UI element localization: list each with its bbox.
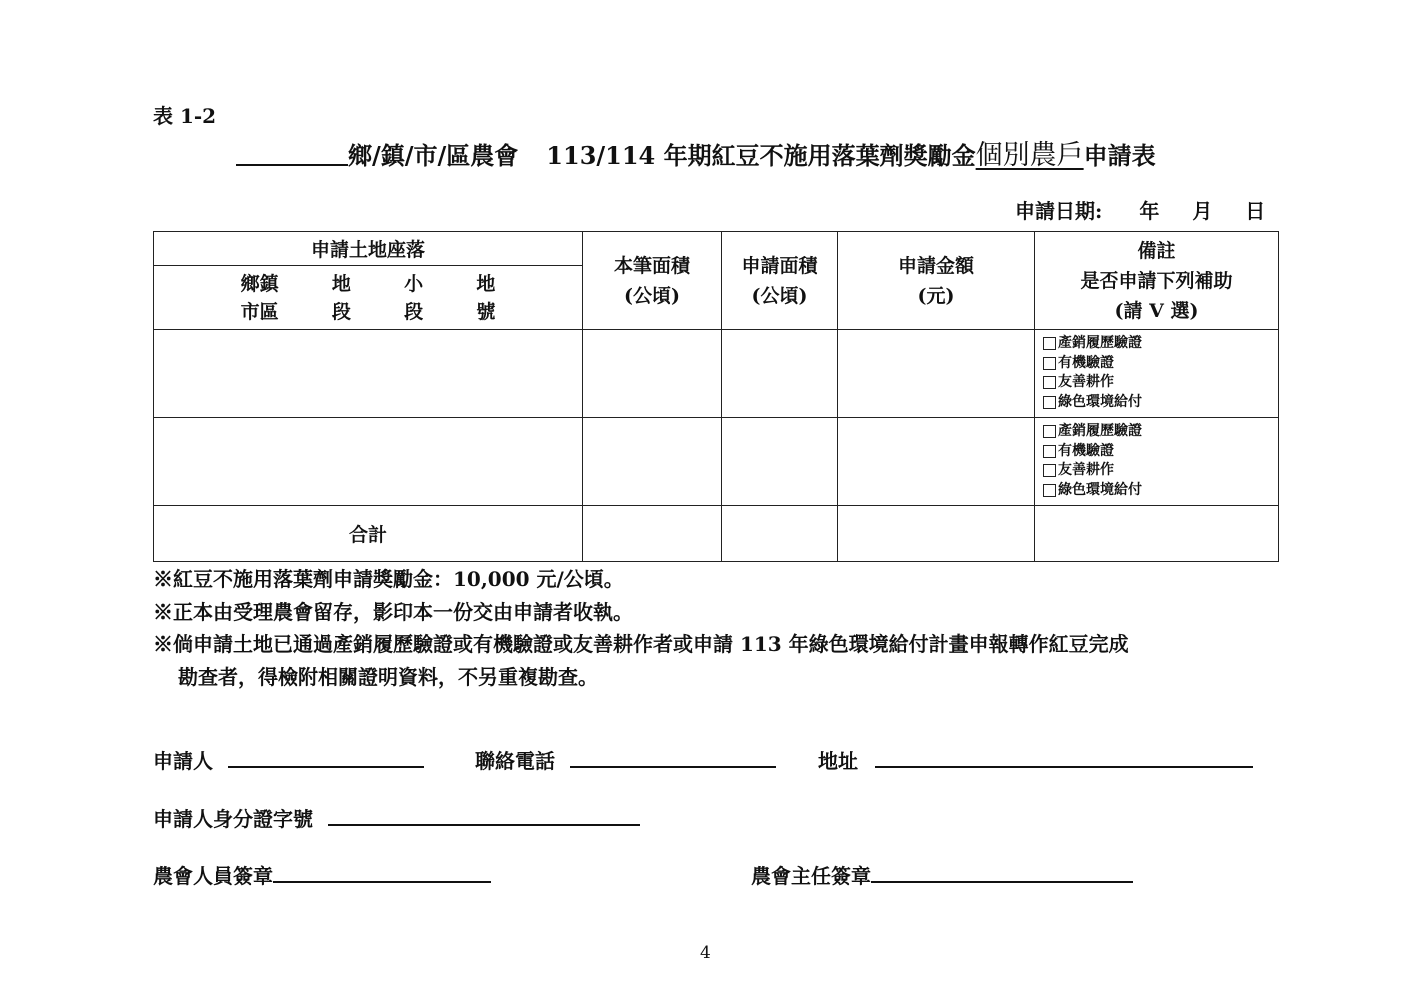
phone-field: 聯絡電話 [475, 745, 776, 774]
total-row [154, 506, 1279, 562]
note-original-copy: ※正本由受理農會留存，影印本一份交由申請者收執。 [153, 600, 633, 624]
title-part3: 申請表 [1083, 141, 1156, 170]
application-table [153, 231, 1279, 562]
page-title [236, 133, 1156, 172]
location-cell[interactable] [154, 330, 583, 418]
checkbox-icon [1043, 357, 1056, 370]
checkbox-organic[interactable]: 有機驗證 [1043, 442, 1278, 462]
director-seal-input[interactable] [871, 863, 1133, 883]
date-month[interactable]: 月 [1192, 199, 1213, 223]
location-cell[interactable] [154, 418, 583, 506]
area-header: 本筆面積 (公頃) [583, 232, 722, 330]
date-day[interactable]: 日 [1245, 199, 1266, 223]
amount-cell[interactable] [838, 330, 1035, 418]
checkbox-organic[interactable]: 有機驗證 [1043, 354, 1278, 374]
director-seal-field: 農會主任簽章 [751, 860, 1133, 889]
total-apply-area-cell[interactable] [722, 506, 838, 562]
note-verified-land-cont: 勘查者，得檢附相關證明資料，不另重複勘查。 [178, 665, 598, 689]
checkbox-traceability[interactable]: 產銷履歷驗證 [1043, 422, 1278, 442]
amount-header: 申請金額 (元) [838, 232, 1035, 330]
farmers-association-blank[interactable] [236, 140, 348, 166]
remarks-header: 備註 是否申請下列補助 (請 V 選) [1035, 232, 1279, 330]
note-verified-land: ※倘申請土地已通過產銷履歷驗證或有機驗證或友善耕作者或申請 113 年綠色環境給付計畫申報轉作紅豆完成 [153, 632, 1129, 656]
total-amount-cell[interactable] [838, 506, 1035, 562]
title-emphasis: 個別農戶 [975, 140, 1084, 171]
checkbox-icon [1043, 337, 1056, 350]
lot-number-header: 地 號 [476, 272, 496, 323]
total-label: 合計 [154, 506, 583, 562]
checkbox-icon [1043, 445, 1056, 458]
total-remarks-cell[interactable] [1035, 506, 1279, 562]
checkbox-traceability[interactable]: 產銷履歷驗證 [1043, 334, 1278, 354]
amount-cell[interactable] [838, 418, 1035, 506]
checkbox-green-payment[interactable]: 綠色環境給付 [1043, 393, 1278, 413]
table-row [154, 418, 1279, 506]
phone-input[interactable] [570, 748, 776, 768]
total-area-cell[interactable] [583, 506, 722, 562]
address-field: 地址 [818, 745, 1253, 774]
staff-seal-input[interactable] [273, 863, 491, 883]
id-number-field: 申請人身分證字號 [153, 803, 640, 832]
form-id: 表 1-2 [153, 104, 217, 128]
date-year[interactable]: 年 [1139, 199, 1160, 223]
location-subheaders [154, 266, 583, 330]
applicant-field: 申請人 [153, 745, 424, 774]
checkbox-icon [1043, 425, 1056, 438]
table-row [154, 330, 1279, 418]
applicant-input[interactable] [228, 748, 424, 768]
apply-area-cell[interactable] [722, 330, 838, 418]
checkbox-icon [1043, 396, 1056, 409]
subsection-header: 小 段 [404, 272, 424, 323]
subsidy-checklist [1035, 418, 1279, 506]
checkbox-icon [1043, 464, 1056, 477]
apply-area-cell[interactable] [722, 418, 838, 506]
date-label: 申請日期: [1015, 199, 1103, 223]
checkbox-icon [1043, 376, 1056, 389]
checkbox-green-payment[interactable]: 綠色環境給付 [1043, 481, 1278, 501]
title-part1: 鄉/鎮/市/區農會 [348, 141, 519, 170]
area-cell[interactable] [583, 330, 722, 418]
page-number: 4 [700, 943, 711, 963]
apply-area-header: 申請面積 (公頃) [722, 232, 838, 330]
application-date [1015, 195, 1265, 224]
checkbox-friendly-farming[interactable]: 友善耕作 [1043, 373, 1278, 393]
title-part2: 113/114 年期紅豆不施用落葉劑獎勵金 [546, 141, 976, 170]
id-number-input[interactable] [328, 806, 640, 826]
township-header: 鄉鎮 市區 [240, 272, 279, 323]
checkbox-friendly-farming[interactable]: 友善耕作 [1043, 461, 1278, 481]
note-reward-rate: ※紅豆不施用落葉劑申請獎勵金：10,000 元/公頃。 [153, 567, 624, 591]
staff-seal-field: 農會人員簽章 [153, 860, 491, 889]
address-input[interactable] [875, 748, 1253, 768]
subsidy-checklist [1035, 330, 1279, 418]
checkbox-icon [1043, 484, 1056, 497]
area-cell[interactable] [583, 418, 722, 506]
location-header: 申請土地座落 [154, 232, 583, 266]
section-header: 地 段 [331, 272, 351, 323]
